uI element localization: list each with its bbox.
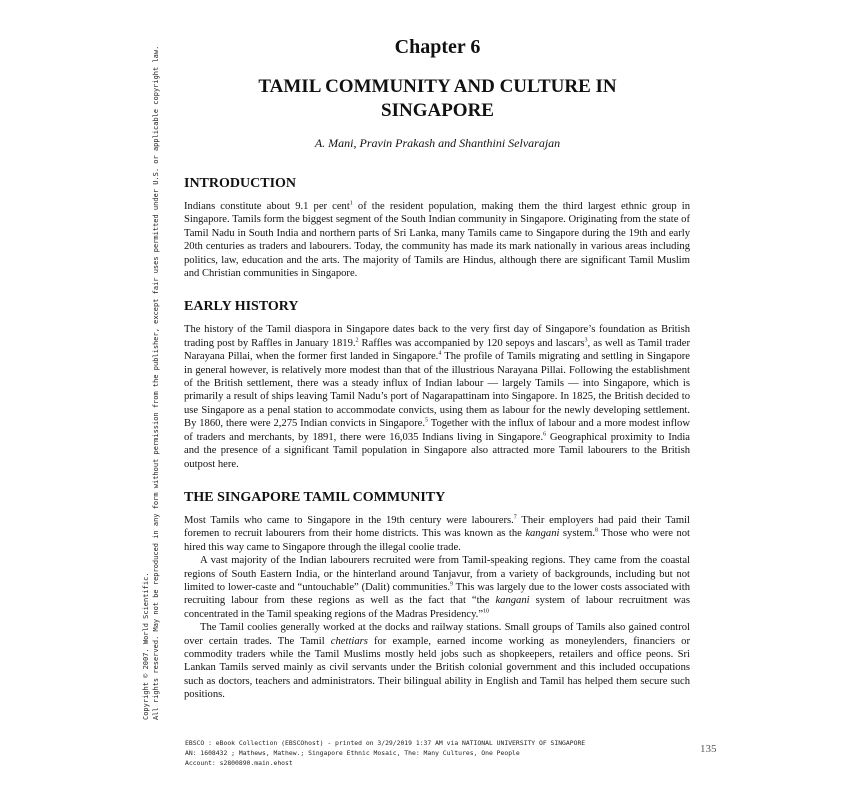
footnote-ref[interactable]: 7 [513, 514, 517, 521]
body-content [184, 176, 690, 702]
copyright-line-2: All rights reserved. May not be reproduced in any form without permission from the publisher, except fair uses permitted under U.S. or applicable copyright law. [152, 45, 160, 720]
tamil-community-paragraph-1: Most Tamils who came to Singapore in the 19th century were labourers.$^7$ Their employers had paid their Tamil foremen to recruit labourers from their home districts. This was known as the kangani system.$^8$ Those who were not hired this way came to Singapore through the illegal coolie trade. [184, 514, 691, 553]
footnote-ref[interactable]: 3 [584, 337, 588, 344]
footnote-ref[interactable]: 8 [595, 527, 599, 534]
chapter-title-line-2: SINGAPORE [381, 100, 494, 121]
chapter-label: Chapter 6 [394, 36, 481, 58]
footer-line-3: Account: s2800890.main.ehost [185, 759, 293, 767]
chapter-title-line-1: TAMIL COMMUNITY AND CULTURE IN [258, 76, 617, 97]
footnote-ref[interactable]: 1 [349, 200, 353, 207]
tamil-community-paragraph-3: The Tamil coolies generally worked at the docks and railway stations. Small groups of Tamils also gained control over certain trades. The Tamil chettiars for example, earned income working as moneylenders, financiers or commodity traders while the Tamil Muslims mostly held jobs such as shopkeepers, retailers and office peons. Sri Lankan Tamils served mainly as civil servants under the British colonial government and this included occupations such as doctors, teachers and administrators. Their bilingual ability in English and Tamil has helped them secure such positions. [184, 622, 690, 701]
tamil-community-paragraph-2: A vast majority of the Indian labourers recruited were from Tamil-speaking regions. They came from the coastal regions of South Eastern India, or the hinterland around Tanjavur, from a variety of backgrounds, including but not limited to lower-caste and “untouchable” (Dalit) communities.$^9$ This was largely due to the lower costs associated with recruiting labour from these regions as well as the fact that “the kangani system of labour recruitment was concentrated in the Tamil speaking regions of the Madras Presidency.”$^{10}$ [184, 555, 690, 620]
copyright-notice [141, 45, 161, 720]
footnote-ref[interactable]: 2 [355, 337, 359, 344]
footnote-ref[interactable]: 9 [450, 581, 454, 588]
chapter-title [185, 75, 690, 123]
footer-line-1: EBSCO : eBook Collection (EBSCOhost) - printed on 3/29/2019 1:37 AM via NATIONAL UNIVERSITY OF SINGAPORE [185, 739, 586, 747]
footnote-ref[interactable]: 5 [425, 417, 429, 424]
early-history-paragraph: The history of the Tamil diaspora in Singapore dates back to the very first day of Singapore’s foundation as British trading post by Raffles in January 1819.$^2$ Raffles was accompanied by 120 sepoys and lascars$^3$, as well as Tamil trader Narayana Pillai, when the former first landed in Singapore.$^4$ The profile of Tamils migrating and settling in Singapore in general however, is relatively more modest than that of the illustrious Narayana Pillai. Following the establishment of the British settlement, there was a steady influx of Indian labour — largely Tamils — into Singapore, which is primarily a result of ships leaving Tamil Nadu’s port of Nagarapattinam into Singapore. In 1825, the British decided to use Singapore as a penal station to accommodate convicts, using them as labour for the newly developing settlement. By 1860, there were 2,275 Indian convicts in Singapore.$^5$ Together with the influx of labour and a more modest inflow of traders and merchants, by 1891, there were 16,035 Indians living in Singapore.$^6$ Geographical proximity to India and the presence of a significant Tamil population in Singapore also attracted more Tamil labourers to the British outpost here. [184, 324, 691, 470]
footnote-ref[interactable]: 6 [543, 431, 547, 438]
ebsco-footer [185, 738, 585, 768]
footer-line-2: AN: 1608432 ; Mathews, Mathew.; Singapore Ethnic Mosaic, The: Many Cultures, One People [185, 749, 520, 757]
heading-early-history: EARLY HISTORY [184, 299, 299, 315]
authors: A. Mani, Pravin Prakash and Shanthini Selvarajan [314, 136, 561, 150]
heading-singapore-tamil-community: THE SINGAPORE TAMIL COMMUNITY [184, 489, 446, 505]
introduction-paragraph: Indians constitute about 9.1 per cent$^1$ of the resident population, making them the third largest ethnic group in Singapore. Tamils form the biggest segment of the South Indian community in Singapore. Originating from the state of Tamil Nadu in South India and northern parts of Sri Lanka, many Tamils came to Singapore during the 19th and early 20th centuries as traders and labourers. Today, the community has made its mark nationally in various areas including politics, law, education and the arts. The majority of Tamils are Hindus, although there are significant Tamil Muslim and Christian communities in Singapore. [184, 200, 690, 280]
page-number: 135 [700, 743, 717, 755]
copyright-line-1: Copyright © 2007. World Scientific. [142, 572, 150, 720]
heading-introduction: INTRODUCTION [184, 176, 297, 191]
footnote-ref[interactable]: 4 [438, 350, 442, 357]
footnote-ref[interactable]: 10 [483, 608, 490, 615]
